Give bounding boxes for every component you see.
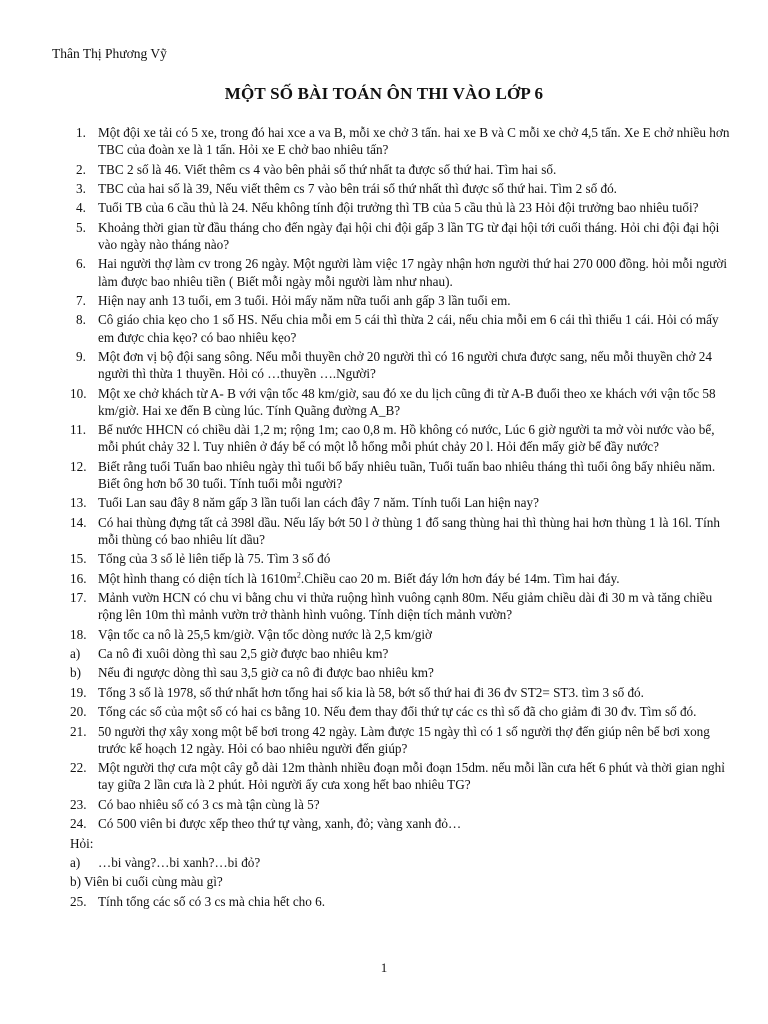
problem-text: Một đơn vị bộ đội sang sông. Nếu mỗi thuyền chở 20 người thì có 16 người chưa được sang, nếu mỗi thuyền chở 24 người thì thừa 1 thuyền. Hỏi có …thuyền ….Người? — [98, 348, 712, 382]
problem-text: Vận tốc ca nô là 25,5 km/giờ. Vận tốc dòng nước là 2,5 km/giờ — [98, 626, 433, 642]
problem-text: 50 người thợ xây xong một bể bơi trong 42 ngày. Làm được 15 ngày thì có 1 số người thợ đến giúp nên bể bơi xong trước kế hoạch 12 ngày. Hỏi có bao nhiêu người đến giúp? — [98, 723, 710, 756]
problem-item — [76, 124, 736, 158]
problem-text-part: Một hình thang có diện tích là 1610m — [98, 570, 297, 586]
problem-number: 9. — [76, 348, 86, 364]
problem-text: Một đội xe tải có 5 xe, trong đó hai xce a va B, mỗi xe chở 3 tấn. hai xe B và C mỗi xe chở 4,5 tấn. Xe E chở nhiều hơn TBC của đoàn xe là 1 tấn. Hỏi xe E chở bao nhiêu tấn? — [98, 125, 730, 158]
problem-item — [70, 815, 736, 832]
page-number: 1 — [380, 960, 388, 975]
problem-number: 10. — [70, 385, 87, 401]
problem-item — [70, 385, 736, 419]
problem-item — [70, 796, 736, 813]
sub-item-text: …bi vàng?…bi xanh?…bi đỏ? — [98, 854, 261, 870]
problem-text: Hai người thợ làm cv trong 26 ngày. Một người làm việc 17 ngày nhận hơn người thứ hai 270 000 đồng. hỏi mỗi người làm được bao nhiêu tiền ( Biết mỗi ngày mỗi người làm như nhau). — [98, 256, 728, 289]
problem-text — [98, 571, 620, 586]
problem-item — [70, 893, 736, 910]
problem-number: 21. — [70, 723, 87, 739]
problem-number: 4. — [76, 200, 86, 216]
question-label: Hỏi: — [70, 835, 94, 851]
sub-item — [70, 664, 736, 681]
problem-number: 16. — [70, 570, 87, 586]
problem-item — [76, 161, 736, 178]
sub-item-text: Nếu đi ngược dòng thì sau 3,5 giờ ca nô đi được bao nhiêu km? — [98, 665, 434, 681]
plain-line: b) Viên bi cuối cùng màu gì? — [70, 874, 223, 890]
problem-item — [70, 458, 736, 492]
sub-item-label: a) — [70, 646, 81, 662]
problem-item — [76, 292, 736, 309]
problem-list — [70, 124, 736, 912]
problem-number: 1. — [76, 125, 86, 140]
problem-item — [70, 626, 736, 643]
page-title: MỘT SỐ BÀI TOÁN ÔN THI VÀO LỚP 6 — [224, 84, 544, 103]
problem-text: Mảnh vườn HCN có chu vi bằng chu vi thửa ruộng hình vuông cạnh 80m. Nếu giảm chiều dài đi 30 m và tăng chiều rộng lên 10m thì mảnh vườn trở thành hình vuông. Tính diện tích mảnh vườn? — [98, 590, 713, 623]
problem-item — [70, 570, 736, 587]
problem-number: 14. — [70, 514, 87, 530]
problem-number: 15. — [70, 551, 87, 567]
author-name: Thân Thị Phương Vỹ — [52, 46, 167, 61]
problem-number: 25. — [70, 893, 87, 909]
problem-text-part: .Chiều cao 20 m. Biết đáy lớn hơn đáy bé 14m. Tìm hai đáy. — [300, 570, 620, 586]
problem-number: 24. — [70, 816, 87, 832]
problem-text: Một người thợ cưa một cây gỗ dài 12m thành nhiều đoạn mỗi đoạn 15dm. nếu mỗi lần cưa hết 6 phút và thời gian nghỉ tay giữa 2 lần cưa là 2 phút. Hỏi người ấy cưa xong hết bao nhiêu TG? — [98, 760, 725, 793]
problem-number: 8. — [76, 312, 86, 328]
problem-item — [70, 703, 736, 720]
problem-text: Biết rằng tuổi Tuấn bao nhiêu ngày thì tuổi bố bấy nhiêu tuần, Tuổi tuấn bao nhiêu tháng thì tuổi ông bấy nhiêu năm. Biết ông hơn bố 30 tuổi. Tính tuổi mỗi người? — [98, 458, 716, 491]
problem-text: Có hai thùng đựng tất cả 398l dầu. Nếu lấy bớt 50 l ở thùng 1 đổ sang thùng hai thì thùng hai hơn thùng 1 là 16l. Tính mỗi thùng có bao nhiêu lít dầu? — [98, 514, 720, 547]
problem-number: 18. — [70, 626, 87, 642]
problem-number: 22. — [70, 760, 87, 776]
problem-text: Bể nước HHCN có chiều dài 1,2 m; rộng 1m; cao 0,8 m. Hồ không có nước, Lúc 6 giờ người ta mở vòi nước vào bể, mỗi phút chảy 32 l. Tuy nhiên ở đáy bể có một lỗ hổng mỗi phút chảy 20 l. Hỏi đến mấy giờ bể đầy nước? — [98, 422, 715, 455]
problem-text: Có bao nhiêu số có 3 cs mà tận cùng là 5? — [98, 796, 320, 812]
problem-item — [70, 421, 736, 455]
problem-number: 23. — [70, 796, 87, 812]
problem-text: Tổng 3 số là 1978, số thứ nhất hơn tổng hai số kia là 58, bớt số thứ hai đi 36 đv ST2= ST3. tìm 3 số đó. — [98, 684, 644, 700]
problem-item — [70, 759, 736, 793]
problem-number: 5. — [76, 219, 86, 235]
problem-number: 7. — [76, 292, 86, 308]
problem-item — [70, 723, 736, 757]
problem-number: 12. — [70, 458, 87, 474]
problem-item — [70, 514, 736, 548]
superscript: 2 — [296, 570, 301, 580]
problem-item — [70, 684, 736, 701]
problem-text: Tuổi TB của 6 cầu thủ là 24. Nếu không tính đội trưởng thì TB của 5 cầu thủ là 23 Hỏi đội trưởng bao nhiêu tuổi? — [98, 200, 699, 216]
problem-text: Tuổi Lan sau đây 8 năm gấp 3 lần tuổi lan cách đây 7 năm. Tính tuổi Lan hiện nay? — [98, 495, 539, 511]
problem-text: Cô giáo chia kẹo cho 1 số HS. Nếu chia mỗi em 5 cái thì thừa 2 cái, nếu chia mỗi em 6 cái thì thiếu 1 cái. Hỏi có mấy em được chia kẹo? có bao nhiêu kẹo? — [98, 312, 719, 345]
problem-number: 11. — [70, 422, 86, 438]
problem-number: 13. — [70, 495, 87, 511]
sub-item-text: Ca nô đi xuôi dòng thì sau 2,5 giờ được bao nhiêu km? — [98, 646, 389, 662]
problem-text: Hiện nay anh 13 tuổi, em 3 tuổi. Hỏi mấy năm nữa tuổi anh gấp 3 lần tuổi em. — [98, 292, 511, 308]
problem-item — [70, 550, 736, 567]
problem-number: 6. — [76, 256, 86, 272]
problem-number: 17. — [70, 590, 87, 606]
problem-text: Một xe chở khách từ A- B với vận tốc 48 km/giờ, sau đó xe du lịch cũng đi từ A-B đuổi theo xe khách với vận tốc 58 km/giờ. Hai xe đến B cùng lúc. Tính Quãng đường A_B? — [98, 385, 716, 418]
sub-item — [70, 854, 736, 871]
problem-number: 19. — [70, 684, 87, 700]
problem-text: Khoảng thời gian từ đầu tháng cho đến ngày đại hội chi đội gấp 3 lần TG từ đại hội tới cuối tháng. Hỏi chi đội đại hội vào ngày nào tháng nào? — [98, 219, 720, 252]
problem-item — [76, 180, 736, 197]
problem-item — [70, 494, 736, 511]
problem-number: 20. — [70, 704, 87, 720]
sub-item-label: a) — [70, 854, 81, 870]
problem-item — [76, 348, 736, 382]
problem-number: 2. — [76, 161, 86, 177]
problem-text: TBC 2 số là 46. Viết thêm cs 4 vào bên phải số thứ nhất ta được số thứ hai. Tìm hai số. — [98, 161, 557, 177]
problem-item — [76, 219, 736, 253]
problem-item — [76, 255, 736, 289]
problem-text: Tổng các số của một số có hai cs bằng 10. Nếu đem thay đổi thứ tự các cs thì số đã cho giảm đi 30 đv. Tìm số đó. — [98, 704, 697, 720]
problem-text: TBC của hai số là 39, Nếu viết thêm cs 7 vào bên trái số thứ nhất thì được số thứ hai. Tìm 2 số đó. — [98, 180, 617, 196]
problem-text: Tổng của 3 số lẻ liên tiếp là 75. Tìm 3 số đó — [98, 551, 331, 567]
problem-item — [76, 311, 736, 345]
sub-item-label: b) — [70, 665, 81, 681]
problem-number: 3. — [76, 180, 86, 196]
problem-item — [70, 589, 736, 623]
problem-text: Có 500 viên bi được xếp theo thứ tự vàng, xanh, đỏ; vàng xanh đỏ… — [98, 816, 462, 832]
problem-text: Tính tổng các số có 3 cs mà chia hết cho 6. — [98, 893, 326, 909]
problem-item — [76, 199, 736, 216]
sub-item — [70, 645, 736, 662]
